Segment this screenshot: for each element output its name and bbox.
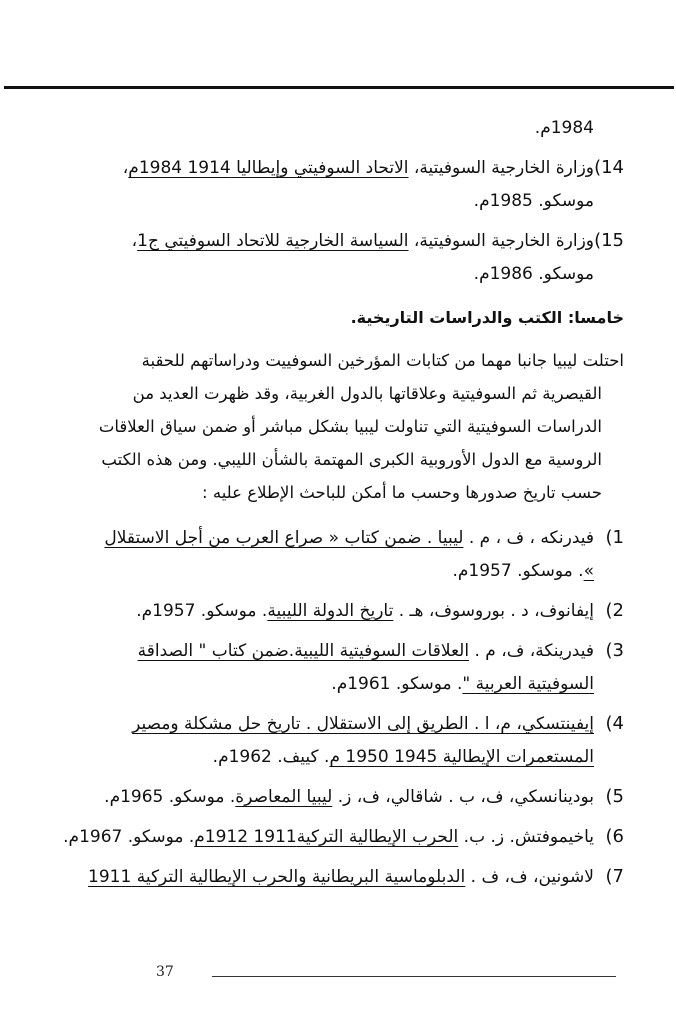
- reference-plain-text: لاشونين، ف، ف .: [465, 867, 594, 887]
- reference-plain-text: . موسكو. 1961م.: [331, 674, 463, 694]
- reference-number: 5): [605, 786, 624, 807]
- reference-line: [62, 225, 594, 258]
- reference-plain-text: ،: [131, 231, 138, 251]
- reference-plain-text: 1984م.: [534, 118, 594, 138]
- reference-line: [62, 555, 594, 588]
- reference-text: [62, 781, 594, 814]
- reference-title-underlined: الاتحاد السوفيتي وإيطاليا 1914 1984م: [128, 158, 409, 178]
- reference-text: [62, 152, 594, 218]
- reference-item: [62, 820, 624, 854]
- reference-line: [62, 522, 594, 555]
- reference-number: 7): [605, 866, 624, 887]
- reference-plain-text: موسكو. 1985م.: [473, 191, 594, 211]
- reference-item: [62, 780, 624, 814]
- reference-plain-text: . موسكو. 1957م.: [136, 601, 268, 621]
- reference-item: [62, 224, 624, 291]
- footer-rule: [212, 976, 616, 977]
- reference-number: 4): [605, 713, 624, 734]
- reference-title-underlined: إيفينتسكي، م، ا . الطريق إلى الاستقلال . تاريخ حل مشكلة ومصير: [132, 714, 594, 734]
- reference-line: [62, 635, 594, 668]
- reference-text: [62, 861, 594, 894]
- reference-text: [62, 635, 594, 701]
- reference-item: [62, 707, 624, 774]
- reference-item: [62, 634, 624, 701]
- reference-plain-text: . موسكو. 1967م.: [63, 827, 195, 847]
- reference-number: 1): [605, 527, 624, 548]
- reference-number: 15): [594, 230, 624, 251]
- references-list-books: [62, 521, 624, 894]
- reference-title-underlined: »: [583, 561, 594, 581]
- reference-title-underlined: السوفيتية العربية ": [462, 674, 594, 694]
- reference-item: [62, 594, 624, 628]
- reference-line: [62, 185, 594, 218]
- reference-plain-text: موسكو. 1986م.: [473, 264, 594, 284]
- paragraph-line: الدراسات السوفيتية التي تناولت ليبيا بشكل مباشر أو ضمن سياق العلاقات: [98, 417, 602, 436]
- reference-plain-text: . موسكو. 1965م.: [104, 787, 236, 807]
- header-rule: [4, 86, 674, 89]
- reference-title-underlined: تاريخ الدولة الليبية: [267, 601, 394, 621]
- reference-number: 3): [605, 640, 624, 661]
- reference-line: [62, 595, 594, 628]
- reference-title-underlined: ليبيا . ضمن كتاب « صراع العرب من أجل الاستقلال: [104, 528, 464, 548]
- reference-title-underlined: العلاقات السوفيتية الليبية.ضمن كتاب " الصداقة: [137, 641, 470, 661]
- reference-item: [62, 860, 624, 894]
- document-page: [62, 112, 624, 894]
- reference-line: [62, 741, 594, 774]
- paragraph-line: القيصرية ثم السوفيتية وعلاقاتها بالدول الغربية، وقد ظهرت العديد من: [132, 384, 602, 403]
- intro-paragraph: [62, 344, 624, 509]
- reference-line: [62, 258, 594, 291]
- reference-line: [62, 708, 594, 741]
- reference-plain-text: فيدرينكة، ف، م .: [469, 641, 594, 661]
- reference-number: 14): [594, 157, 624, 178]
- reference-text: [62, 112, 594, 145]
- reference-plain-text: إيفانوف، د . بوروسوف، هـ .: [393, 601, 594, 621]
- paragraph-line: حسب تاريخ صدورها وحسب ما أمكن للباحث الإطلاع عليه :: [202, 483, 602, 502]
- paragraph-line: الروسية مع الدول الأوروبية الكبرى المهتمة بالشأن الليبي. ومن هذه الكتب: [101, 450, 602, 469]
- reference-plain-text: فيدرنكه ، ف ، م .: [463, 528, 594, 548]
- reference-text: [62, 522, 594, 588]
- reference-line: [62, 668, 594, 701]
- reference-plain-text: ياخيموفتش. ز. ب.: [458, 827, 594, 847]
- section-heading: خامسا: الكتب والدراسات التاريخية.: [350, 308, 624, 327]
- reference-title-underlined: الحرب الإيطالية التركية1911 1912م: [194, 827, 459, 847]
- reference-number: 6): [605, 826, 624, 847]
- reference-line: [62, 781, 594, 814]
- reference-title-underlined: ليبيا المعاصرة: [235, 787, 333, 807]
- paragraph-line: احتلت ليبيا جانبا مهما من كتابات المؤرخين السوفييت ودراساتهم للحقبة: [141, 351, 624, 370]
- reference-plain-text: وزارة الخارجية السوفيتية،: [408, 231, 594, 251]
- reference-line: [62, 821, 594, 854]
- reference-item: [62, 151, 624, 218]
- reference-number: 2): [605, 600, 624, 621]
- reference-item: [62, 521, 624, 588]
- reference-item: [62, 112, 624, 145]
- reference-title-underlined: الدبلوماسية البريطانية والحرب الإيطالية التركية 1911: [88, 867, 466, 887]
- reference-line: [62, 152, 594, 185]
- reference-title-underlined: المستعمرات الإيطالية 1945 1950 م: [329, 747, 594, 767]
- reference-text: [62, 708, 594, 774]
- reference-plain-text: . كييف. 1962م.: [212, 747, 330, 767]
- references-list-top: [62, 112, 624, 291]
- reference-title-underlined: السياسة الخارجية للاتحاد السوفيتي ج1: [137, 231, 409, 251]
- reference-line: [62, 112, 594, 145]
- reference-text: [62, 225, 594, 291]
- reference-line: [62, 861, 594, 894]
- reference-text: [62, 595, 594, 628]
- reference-plain-text: وزارة الخارجية السوفيتية،: [408, 158, 594, 178]
- reference-plain-text: . موسكو. 1957م.: [452, 561, 584, 581]
- page-number: 37: [156, 964, 174, 980]
- reference-plain-text: ،: [122, 158, 129, 178]
- reference-text: [62, 821, 594, 854]
- reference-plain-text: بودينانسكي، ف، ب . شاقالي، ف، ز.: [332, 787, 594, 807]
